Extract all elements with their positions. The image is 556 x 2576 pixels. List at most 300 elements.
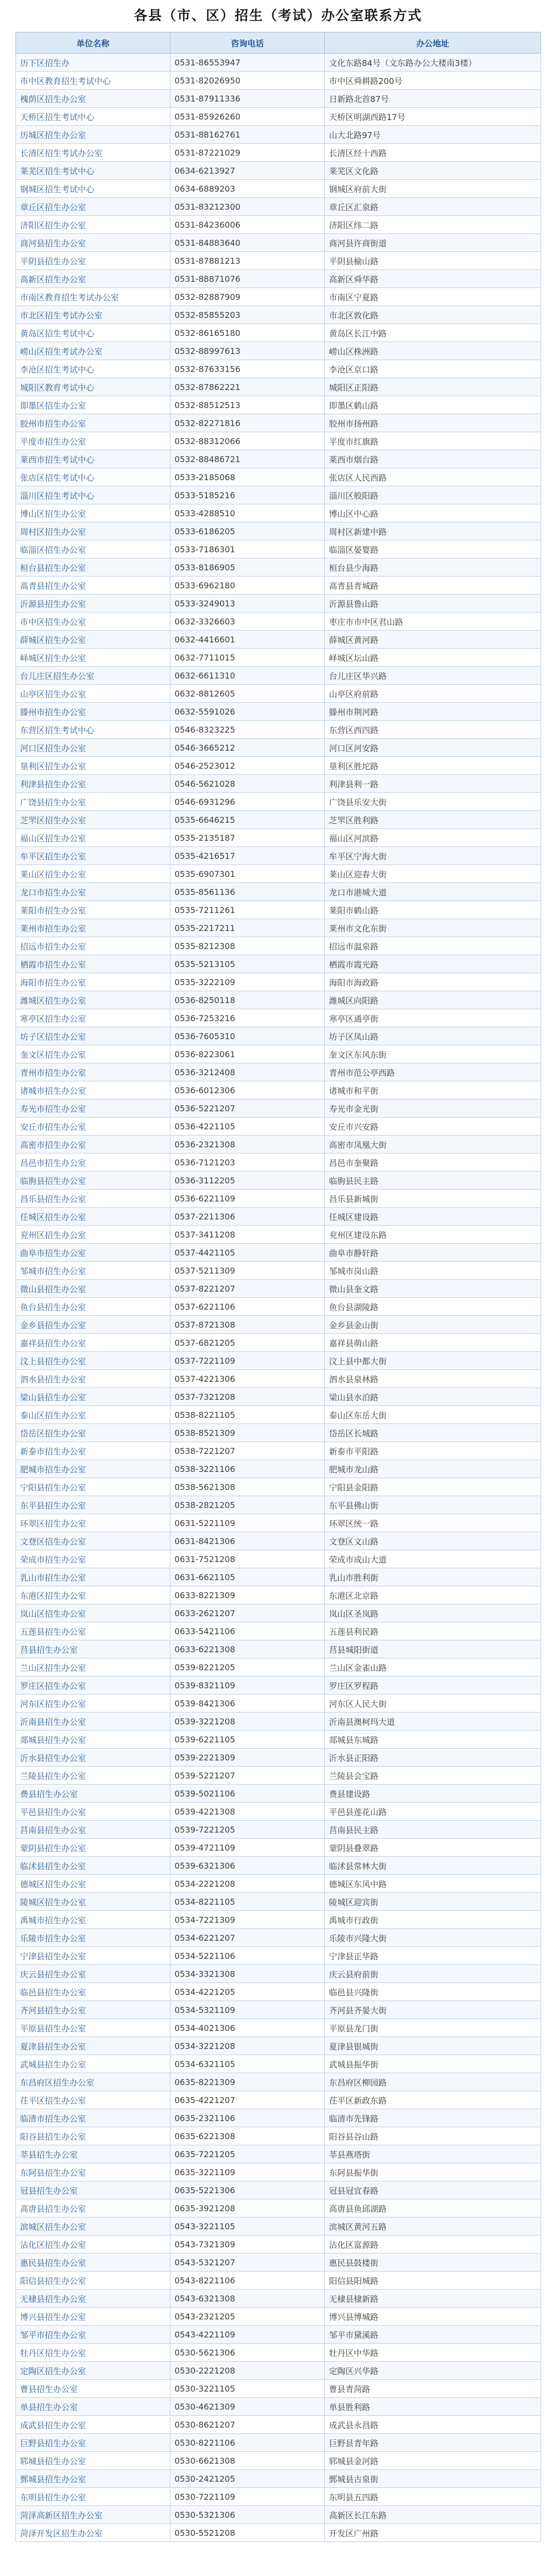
office-address: 临邑县兴隆街 bbox=[325, 1983, 541, 2001]
office-name: 诸城市招生办公室 bbox=[16, 1081, 170, 1099]
office-name: 乐陵市招生办公室 bbox=[16, 1929, 170, 1947]
office-name: 临沭县招生办公室 bbox=[16, 1857, 170, 1875]
office-address: 临淄区晏婴路 bbox=[325, 540, 541, 558]
office-address: 定陶区兴华路 bbox=[325, 2362, 541, 2380]
office-address: 武城县振华街 bbox=[325, 2055, 541, 2073]
table-row bbox=[16, 775, 541, 793]
office-address: 平阴县榆山路 bbox=[325, 252, 541, 270]
office-name: 李沧区招生考试中心 bbox=[16, 360, 170, 378]
table-row bbox=[16, 1154, 541, 1172]
table-row bbox=[16, 2434, 541, 2452]
office-phone: 0543-3221105 bbox=[170, 2217, 325, 2235]
office-phone: 0533-7186301 bbox=[170, 540, 325, 558]
office-phone: 0546-2523012 bbox=[170, 757, 325, 775]
office-address: 枣庄市市中区君山路 bbox=[325, 613, 541, 631]
office-name: 即墨区招生办公室 bbox=[16, 396, 170, 414]
office-phone: 0530-4621309 bbox=[170, 2398, 325, 2416]
office-phone: 0537-2211306 bbox=[170, 1208, 325, 1226]
office-address: 邹平市黛溪路 bbox=[325, 2326, 541, 2344]
table-row bbox=[16, 1262, 541, 1280]
office-phone: 0546-5621028 bbox=[170, 775, 325, 793]
office-phone: 0531-87881213 bbox=[170, 252, 325, 270]
office-phone: 0533-4288510 bbox=[170, 504, 325, 522]
office-address: 即墨区鹤山路 bbox=[325, 396, 541, 414]
table-row bbox=[16, 1226, 541, 1244]
table-row bbox=[16, 2524, 541, 2542]
table-row bbox=[16, 1244, 541, 1262]
office-name: 招远市招生办公室 bbox=[16, 937, 170, 955]
office-address: 岚山区圣岚路 bbox=[325, 1604, 541, 1622]
table-row bbox=[16, 721, 541, 739]
office-address: 黄岛区长江中路 bbox=[325, 324, 541, 342]
table-row bbox=[16, 1099, 541, 1117]
office-name: 槐荫区招生办公室 bbox=[16, 90, 170, 108]
office-name: 利津县招生办公室 bbox=[16, 775, 170, 793]
office-address: 李沧区京口路 bbox=[325, 360, 541, 378]
office-phone: 0533-6962180 bbox=[170, 577, 325, 595]
office-phone: 0634-6889203 bbox=[170, 180, 325, 198]
table-row bbox=[16, 1478, 541, 1496]
office-address: 阳谷县谷山路 bbox=[325, 2127, 541, 2145]
office-name: 崂山区招生考试办公室 bbox=[16, 342, 170, 360]
table-row bbox=[16, 486, 541, 504]
table-row bbox=[16, 2398, 541, 2416]
office-phone: 0531-85926260 bbox=[170, 108, 325, 126]
office-phone: 0534-3321308 bbox=[170, 1965, 325, 1983]
table-body bbox=[16, 54, 541, 2542]
office-phone: 0531-86553947 bbox=[170, 54, 325, 72]
office-address: 开发区广州路 bbox=[325, 2524, 541, 2542]
office-address: 临朐县民主路 bbox=[325, 1172, 541, 1190]
office-address: 微山县奎文路 bbox=[325, 1280, 541, 1298]
table-row bbox=[16, 1460, 541, 1478]
office-phone: 0533-5185216 bbox=[170, 486, 325, 504]
office-name: 宁津县招生办公室 bbox=[16, 1947, 170, 1965]
office-phone: 0534-6221207 bbox=[170, 1929, 325, 1947]
office-address: 莱西市烟台路 bbox=[325, 450, 541, 468]
table-row bbox=[16, 1785, 541, 1803]
office-phone: 0538-2821205 bbox=[170, 1496, 325, 1514]
office-phone: 0631-6621105 bbox=[170, 1568, 325, 1586]
office-name: 鱼台县招生办公室 bbox=[16, 1298, 170, 1316]
office-name: 巨野县招生办公室 bbox=[16, 2434, 170, 2452]
office-address: 淄川区般阳路 bbox=[325, 486, 541, 504]
office-phone: 0539-7221205 bbox=[170, 1821, 325, 1839]
office-name: 莱州市招生办公室 bbox=[16, 919, 170, 937]
table-row bbox=[16, 793, 541, 811]
office-name: 蒙阴县招生办公室 bbox=[16, 1839, 170, 1857]
office-address: 张店区人民西路 bbox=[325, 468, 541, 486]
office-name: 峄城区招生办公室 bbox=[16, 649, 170, 667]
column-header-name: 单位名称 bbox=[16, 32, 170, 54]
office-address: 五莲县利民路 bbox=[325, 1622, 541, 1640]
table-row bbox=[16, 739, 541, 757]
table-row bbox=[16, 2470, 541, 2488]
table-row bbox=[16, 1694, 541, 1713]
table-row bbox=[16, 414, 541, 432]
table-row bbox=[16, 1532, 541, 1550]
office-name: 薛城区招生办公室 bbox=[16, 631, 170, 649]
table-row bbox=[16, 2145, 541, 2163]
office-phone: 0539-4221308 bbox=[170, 1803, 325, 1821]
office-address: 禹城市行政街 bbox=[325, 1911, 541, 1929]
office-address: 龙口市港城大道 bbox=[325, 883, 541, 901]
table-row bbox=[16, 522, 541, 540]
office-address: 芝罘区胜利路 bbox=[325, 811, 541, 829]
office-phone: 0531-87911336 bbox=[170, 90, 325, 108]
office-phone: 0530-8221106 bbox=[170, 2434, 325, 2452]
office-phone: 0532-88997613 bbox=[170, 342, 325, 360]
office-phone: 0543-2321205 bbox=[170, 2308, 325, 2326]
office-phone: 0535-4216517 bbox=[170, 847, 325, 865]
office-address: 兖州区建设东路 bbox=[325, 1226, 541, 1244]
office-name: 历城区招生办公室 bbox=[16, 126, 170, 144]
office-name: 菏泽高新区招生办公室 bbox=[16, 2506, 170, 2524]
table-row bbox=[16, 180, 541, 198]
office-address: 莱阳市鹤山路 bbox=[325, 901, 541, 919]
office-address: 邹城市岗山路 bbox=[325, 1262, 541, 1280]
office-phone: 0534-5321109 bbox=[170, 2001, 325, 2019]
office-phone: 0537-4421105 bbox=[170, 1244, 325, 1262]
table-row bbox=[16, 2181, 541, 2199]
office-phone: 0536-3112205 bbox=[170, 1172, 325, 1190]
table-row bbox=[16, 234, 541, 252]
table-row bbox=[16, 360, 541, 378]
office-phone: 0543-8221106 bbox=[170, 2272, 325, 2290]
office-name: 寿光市招生办公室 bbox=[16, 1099, 170, 1117]
office-phone: 0539-2221309 bbox=[170, 1749, 325, 1767]
office-name: 平阴县招生办公室 bbox=[16, 252, 170, 270]
office-phone: 0538-8221105 bbox=[170, 1406, 325, 1424]
office-phone: 0631-7521208 bbox=[170, 1550, 325, 1568]
table-row bbox=[16, 1352, 541, 1370]
table-row bbox=[16, 1965, 541, 1983]
office-phone: 0635-5221306 bbox=[170, 2181, 325, 2199]
office-name: 冠县招生办公室 bbox=[16, 2181, 170, 2199]
table-row bbox=[16, 450, 541, 468]
office-phone: 0537-4221306 bbox=[170, 1370, 325, 1388]
office-phone: 0531-83212300 bbox=[170, 198, 325, 216]
office-address: 城阳区正阳路 bbox=[325, 378, 541, 396]
office-address: 奎文区东风东街 bbox=[325, 1045, 541, 1063]
office-phone: 0531-82026950 bbox=[170, 72, 325, 90]
office-address: 荣成市成山大道 bbox=[325, 1550, 541, 1568]
office-name: 陵城区招生办公室 bbox=[16, 1893, 170, 1911]
office-phone: 0539-6221105 bbox=[170, 1731, 325, 1749]
office-address: 阳信县阳城路 bbox=[325, 2272, 541, 2290]
office-phone: 0535-6907301 bbox=[170, 865, 325, 883]
office-name: 沾化区招生办公室 bbox=[16, 2235, 170, 2253]
office-phone: 0631-8421306 bbox=[170, 1532, 325, 1550]
office-name: 泗水县招生办公室 bbox=[16, 1370, 170, 1388]
table-row bbox=[16, 703, 541, 721]
office-address: 坊子区凤山路 bbox=[325, 1027, 541, 1045]
office-phone: 0533-6186205 bbox=[170, 522, 325, 540]
office-phone: 0530-3221105 bbox=[170, 2380, 325, 2398]
office-name: 岱岳区招生办公室 bbox=[16, 1424, 170, 1442]
table-row bbox=[16, 1749, 541, 1767]
office-name: 东平县招生办公室 bbox=[16, 1496, 170, 1514]
office-address: 高新区舜华路 bbox=[325, 270, 541, 288]
office-phone: 0535-6646215 bbox=[170, 811, 325, 829]
office-address: 东明县五四路 bbox=[325, 2488, 541, 2506]
office-address: 高密市凤凰大街 bbox=[325, 1136, 541, 1154]
office-address: 兰陵县会宝路 bbox=[325, 1767, 541, 1785]
office-address: 滕州市荆河路 bbox=[325, 703, 541, 721]
office-name: 阳信县招生办公室 bbox=[16, 2272, 170, 2290]
table-row bbox=[16, 2091, 541, 2109]
office-address: 新泰市平阳路 bbox=[325, 1442, 541, 1460]
office-name: 莱阳市招生办公室 bbox=[16, 901, 170, 919]
office-name: 昌邑市招生办公室 bbox=[16, 1154, 170, 1172]
office-address: 滨城区黄河五路 bbox=[325, 2217, 541, 2235]
office-phone: 0635-3221109 bbox=[170, 2163, 325, 2181]
table-row bbox=[16, 631, 541, 649]
office-address: 东营区西四路 bbox=[325, 721, 541, 739]
office-address: 冠县冠宜春路 bbox=[325, 2181, 541, 2199]
office-phone: 0543-7321309 bbox=[170, 2235, 325, 2253]
office-phone: 0531-87221029 bbox=[170, 144, 325, 162]
office-phone: 0533-3249013 bbox=[170, 595, 325, 613]
office-phone: 0530-7221109 bbox=[170, 2488, 325, 2506]
office-phone: 0536-7605310 bbox=[170, 1027, 325, 1045]
office-name: 青州市招生办公室 bbox=[16, 1063, 170, 1081]
table-row bbox=[16, 2272, 541, 2290]
office-address: 莒县城阳街道 bbox=[325, 1640, 541, 1658]
office-phone: 0534-4021306 bbox=[170, 2019, 325, 2037]
office-address: 天桥区明湖西路17号 bbox=[325, 108, 541, 126]
table-row bbox=[16, 1839, 541, 1857]
table-row bbox=[16, 342, 541, 360]
office-phone: 0539-3221208 bbox=[170, 1713, 325, 1731]
table-row bbox=[16, 1893, 541, 1911]
table-row bbox=[16, 504, 541, 522]
office-address: 泰山区东岳大街 bbox=[325, 1406, 541, 1424]
table-row bbox=[16, 252, 541, 270]
office-phone: 0534-4221205 bbox=[170, 1983, 325, 2001]
office-phone: 0535-8212308 bbox=[170, 937, 325, 955]
office-name: 武城县招生办公室 bbox=[16, 2055, 170, 2073]
office-phone: 0538-7221207 bbox=[170, 1442, 325, 1460]
office-name: 莱山区招生办公室 bbox=[16, 865, 170, 883]
table-row bbox=[16, 1676, 541, 1694]
office-address: 栖霞市霞光路 bbox=[325, 955, 541, 973]
table-row bbox=[16, 757, 541, 775]
office-address: 招远市温泉路 bbox=[325, 937, 541, 955]
office-phone: 0543-5321207 bbox=[170, 2253, 325, 2272]
office-phone: 0536-5221207 bbox=[170, 1099, 325, 1117]
table-row bbox=[16, 2488, 541, 2506]
office-name: 福山区招生办公室 bbox=[16, 829, 170, 847]
office-name: 桓台县招生办公室 bbox=[16, 558, 170, 577]
office-name: 垦利区招生办公室 bbox=[16, 757, 170, 775]
office-phone: 0633-2621207 bbox=[170, 1604, 325, 1622]
office-address: 博山区中心路 bbox=[325, 504, 541, 522]
table-row bbox=[16, 1568, 541, 1586]
office-address: 章丘区汇泉路 bbox=[325, 198, 541, 216]
office-name: 平度市招生办公室 bbox=[16, 432, 170, 450]
table-row bbox=[16, 1713, 541, 1731]
table-row bbox=[16, 1208, 541, 1226]
office-phone: 0538-3221106 bbox=[170, 1460, 325, 1478]
office-address: 德城区东风中路 bbox=[325, 1875, 541, 1893]
office-address: 周村区新建中路 bbox=[325, 522, 541, 540]
office-name: 五莲县招生办公室 bbox=[16, 1622, 170, 1640]
table-row bbox=[16, 306, 541, 324]
office-name: 宁阳县招生办公室 bbox=[16, 1478, 170, 1496]
office-phone: 0535-8561136 bbox=[170, 883, 325, 901]
office-name: 海阳市招生办公室 bbox=[16, 973, 170, 991]
office-phone: 0536-8223061 bbox=[170, 1045, 325, 1063]
office-phone: 0634-6213927 bbox=[170, 162, 325, 180]
office-name: 济阳区招生办公室 bbox=[16, 216, 170, 234]
office-phone: 0531-88162761 bbox=[170, 126, 325, 144]
office-phone: 0546-3665212 bbox=[170, 739, 325, 757]
office-phone: 0532-88486721 bbox=[170, 450, 325, 468]
office-name: 东港区招生办公室 bbox=[16, 1586, 170, 1604]
office-name: 新泰市招生办公室 bbox=[16, 1442, 170, 1460]
office-address: 环翠区统一路 bbox=[325, 1514, 541, 1532]
office-address: 莱州市文化东街 bbox=[325, 919, 541, 937]
office-address: 崂山区株洲路 bbox=[325, 342, 541, 360]
office-address: 鄄城县古泉街 bbox=[325, 2470, 541, 2488]
office-name: 齐河县招生办公室 bbox=[16, 2001, 170, 2019]
office-name: 寒亭区招生办公室 bbox=[16, 1009, 170, 1027]
office-name: 平原县招生办公室 bbox=[16, 2019, 170, 2037]
office-name: 文登区招生办公室 bbox=[16, 1532, 170, 1550]
table-row bbox=[16, 2001, 541, 2019]
office-name: 单县招生办公室 bbox=[16, 2398, 170, 2416]
office-address: 陵城区迎宾街 bbox=[325, 1893, 541, 1911]
office-name: 滨城区招生办公室 bbox=[16, 2217, 170, 2235]
office-name: 东昌府区招生办公室 bbox=[16, 2073, 170, 2091]
table-row bbox=[16, 955, 541, 973]
office-address: 乐陵市兴隆大街 bbox=[325, 1929, 541, 1947]
office-phone: 0635-4221207 bbox=[170, 2091, 325, 2109]
table-row bbox=[16, 432, 541, 450]
office-address: 高唐县鱼邱湖路 bbox=[325, 2199, 541, 2217]
office-address: 东港区北京路 bbox=[325, 1586, 541, 1604]
office-phone: 0536-7121203 bbox=[170, 1154, 325, 1172]
office-address: 沂源县鲁山路 bbox=[325, 595, 541, 613]
office-address: 临沭县常林大街 bbox=[325, 1857, 541, 1875]
office-phone: 0539-4721109 bbox=[170, 1839, 325, 1857]
office-name: 胶州市招生办公室 bbox=[16, 414, 170, 432]
office-phone: 0532-82271816 bbox=[170, 414, 325, 432]
table-row bbox=[16, 1929, 541, 1947]
office-phone: 0535-7211261 bbox=[170, 901, 325, 919]
office-name: 淄川区招生考试中心 bbox=[16, 486, 170, 504]
office-phone: 0534-8221105 bbox=[170, 1893, 325, 1911]
office-address: 梁山县水泊路 bbox=[325, 1388, 541, 1406]
office-name: 邹城市招生办公室 bbox=[16, 1262, 170, 1280]
office-phone: 0632-4416601 bbox=[170, 631, 325, 649]
table-row bbox=[16, 883, 541, 901]
office-address: 广饶县乐安大街 bbox=[325, 793, 541, 811]
office-name: 临朐县招生办公室 bbox=[16, 1172, 170, 1190]
office-name: 禹城市招生办公室 bbox=[16, 1911, 170, 1929]
office-name: 安丘市招生办公室 bbox=[16, 1117, 170, 1136]
office-phone: 0536-6221109 bbox=[170, 1190, 325, 1208]
office-phone: 0530-2421205 bbox=[170, 2470, 325, 2488]
table-row bbox=[16, 1857, 541, 1875]
office-address: 曲阜市静轩路 bbox=[325, 1244, 541, 1262]
office-name: 芝罘区招生办公室 bbox=[16, 811, 170, 829]
office-name: 金乡县招生办公室 bbox=[16, 1316, 170, 1334]
table-row bbox=[16, 829, 541, 847]
table-row bbox=[16, 1172, 541, 1190]
office-phone: 0632-6611310 bbox=[170, 667, 325, 685]
office-name: 定陶区招生办公室 bbox=[16, 2362, 170, 2380]
office-address: 成武县永昌路 bbox=[325, 2416, 541, 2434]
office-name: 章丘区招生办公室 bbox=[16, 198, 170, 216]
table-row bbox=[16, 865, 541, 883]
office-address: 夏津县银城街 bbox=[325, 2037, 541, 2055]
office-phone: 0546-8323225 bbox=[170, 721, 325, 739]
office-name: 菏泽开发区招生办公室 bbox=[16, 2524, 170, 2542]
office-address: 鱼台县湖陵路 bbox=[325, 1298, 541, 1316]
office-phone: 0537-7321208 bbox=[170, 1388, 325, 1406]
table-row bbox=[16, 1190, 541, 1208]
office-name: 台儿庄区招生办公室 bbox=[16, 667, 170, 685]
office-address: 山大北路97号 bbox=[325, 126, 541, 144]
office-name: 微山县招生办公室 bbox=[16, 1280, 170, 1298]
office-address: 潍城区向阳路 bbox=[325, 991, 541, 1009]
office-address: 罗庄区罗程路 bbox=[325, 1676, 541, 1694]
office-phone: 0632-5591026 bbox=[170, 703, 325, 721]
table-row bbox=[16, 1821, 541, 1839]
office-address: 莱山区迎春大街 bbox=[325, 865, 541, 883]
table-row bbox=[16, 378, 541, 396]
office-name: 黄岛区招生考试中心 bbox=[16, 324, 170, 342]
office-name: 兰陵县招生办公室 bbox=[16, 1767, 170, 1785]
office-address: 汶上县中都大街 bbox=[325, 1352, 541, 1370]
table-row bbox=[16, 901, 541, 919]
office-address: 郓城县金河路 bbox=[325, 2452, 541, 2470]
table-row bbox=[16, 613, 541, 631]
office-phone: 0539-5221207 bbox=[170, 1767, 325, 1785]
table-row bbox=[16, 2253, 541, 2272]
table-row bbox=[16, 2109, 541, 2127]
office-address: 兰山区金雀山路 bbox=[325, 1658, 541, 1676]
office-phone: 0536-8250118 bbox=[170, 991, 325, 1009]
office-address: 齐河县齐晏大街 bbox=[325, 2001, 541, 2019]
office-name: 奎文区招生办公室 bbox=[16, 1045, 170, 1063]
office-phone: 0532-87633156 bbox=[170, 360, 325, 378]
office-address: 东昌府区柳园路 bbox=[325, 2073, 541, 2091]
office-name: 山亭区招生办公室 bbox=[16, 685, 170, 703]
table-row bbox=[16, 1514, 541, 1532]
office-name: 惠民县招生办公室 bbox=[16, 2253, 170, 2272]
table-row bbox=[16, 1442, 541, 1460]
office-address: 平邑县莲花山路 bbox=[325, 1803, 541, 1821]
office-phone: 0532-88512513 bbox=[170, 396, 325, 414]
table-row bbox=[16, 1370, 541, 1388]
table-row bbox=[16, 1586, 541, 1604]
office-name: 岚山区招生办公室 bbox=[16, 1604, 170, 1622]
office-address: 日新路北首87号 bbox=[325, 90, 541, 108]
office-name: 莱西市招生考试中心 bbox=[16, 450, 170, 468]
office-name: 乳山市招生办公室 bbox=[16, 1568, 170, 1586]
office-phone: 0530-5321306 bbox=[170, 2506, 325, 2524]
office-phone: 0536-7253216 bbox=[170, 1009, 325, 1027]
table-row bbox=[16, 1875, 541, 1893]
table-row bbox=[16, 2416, 541, 2434]
table-row bbox=[16, 811, 541, 829]
office-phone: 0537-8721308 bbox=[170, 1316, 325, 1334]
table-row bbox=[16, 1911, 541, 1929]
contact-table bbox=[15, 32, 541, 2542]
